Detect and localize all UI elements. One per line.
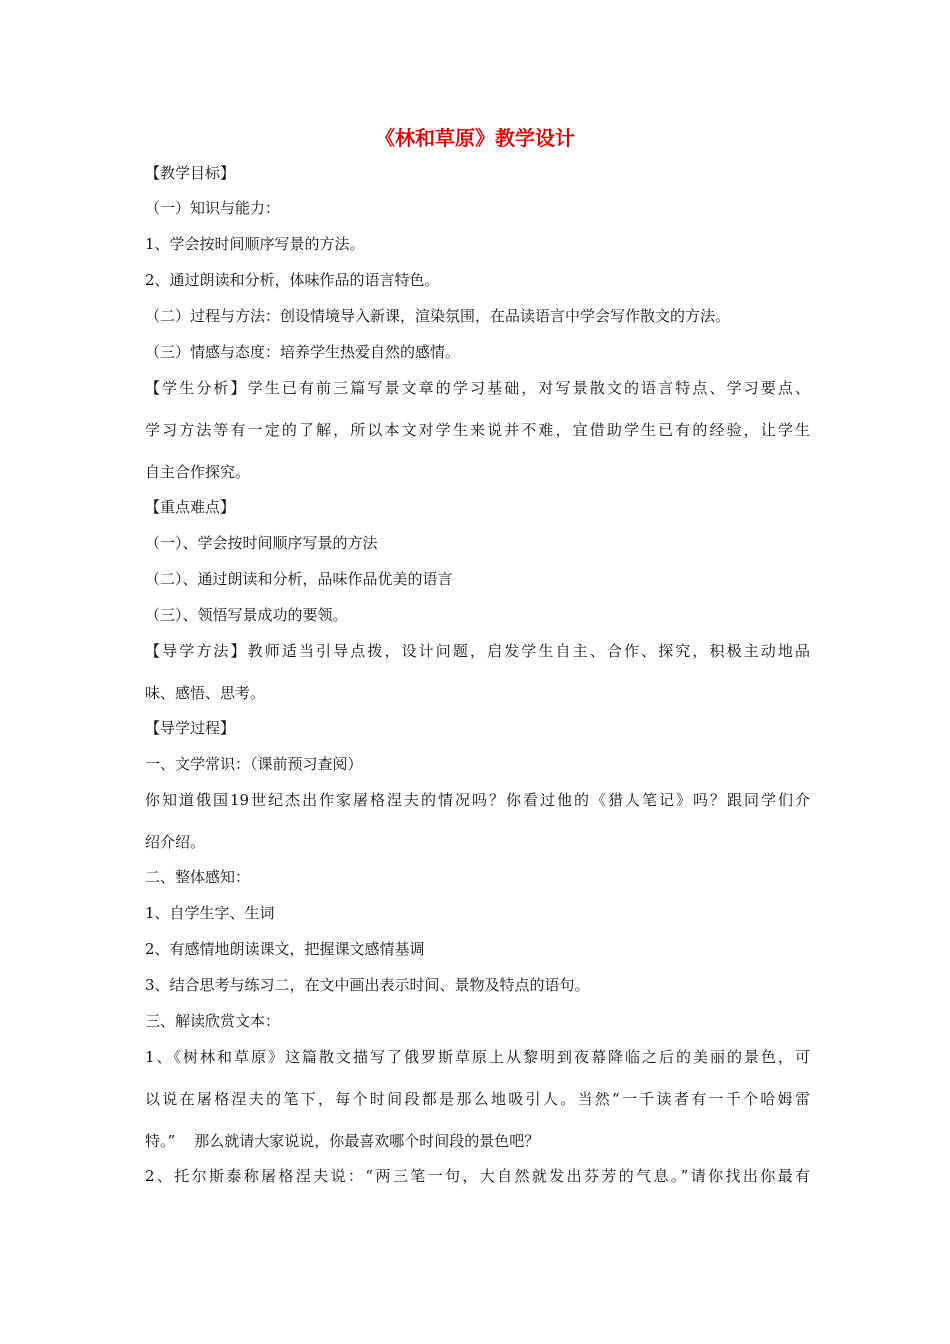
text-line: （一）知识与能力： [145, 199, 281, 217]
text-line: 你知道俄国19世纪杰出作家屠格涅夫的情况吗？你看过他的《猎人笔记》吗？跟同学们介 [145, 791, 810, 809]
text-line: 特。” 那么就请大家说说，你最喜欢哪个时间段的景色吧？ [145, 1132, 540, 1150]
text-line: 【重点难点】 [145, 498, 236, 516]
text-line: （三）、领悟写景成功的要领。 [145, 606, 348, 624]
text-line: 【教学目标】 [145, 164, 236, 182]
text-line: （一）、学会按时间顺序写景的方法 [145, 534, 378, 552]
text-line: 【导学方法】教师适当引导点拨，设计问题，启发学生自主、合作、探究，积极主动地品 [145, 642, 810, 660]
text-line: 自主合作探究。 [145, 463, 251, 481]
text-line: 3、结合思考与练习二，在文中画出表示时间、景物及特点的语句。 [145, 976, 590, 994]
text-line: 【学生分析】学生已有前三篇写景文章的学习基础，对写景散文的语言特点、学习要点、 [145, 379, 810, 397]
text-line: 【导学过程】 [145, 719, 236, 737]
text-line: （二）、通过朗读和分析，品味作品优美的语言 [145, 570, 453, 588]
text-line: （三）情感与态度：培养学生热爱自然的感情。 [145, 343, 461, 361]
text-line: 学习方法等有一定的了解，所以本文对学生来说并不难，宜借助学生已有的经验，让学生 [145, 421, 810, 439]
text-line: 2、有感情地朗读课文，把握课文感情基调 [145, 940, 425, 958]
document-title: 《林和草原》教学设计 [375, 126, 575, 150]
text-line: 一、文学常识：（课前预习查阅） [145, 755, 363, 773]
text-line: 2、托尔斯泰称屠格涅夫说：“两三笔一句，大自然就发出芬芳的气息。”请你找出你最有 [145, 1167, 810, 1185]
text-line: 绍介绍。 [145, 833, 206, 851]
text-line: 味、感悟、思考。 [145, 684, 266, 702]
text-line: 2、通过朗读和分析，体味作品的语言特色。 [145, 271, 440, 289]
text-line: 三、解读欣赏文本： [145, 1012, 281, 1030]
text-line: 以说在屠格涅夫的笔下，每个时间段都是那么地吸引人。当然“一千读者有一千个哈姆雷 [145, 1090, 810, 1108]
text-line: 二、整体感知： [145, 868, 251, 886]
text-line: （二）过程与方法：创设情境导入新课，渲染氛围，在品读语言中学会写作散文的方法。 [145, 307, 731, 325]
text-line: 1、自学生字、生词 [145, 904, 275, 922]
text-line: 1、《树林和草原》这篇散文描写了俄罗斯草原上从黎明到夜幕降临之后的美丽的景色，可 [145, 1048, 810, 1066]
text-line: 1、学会按时间顺序写景的方法。 [145, 235, 365, 253]
